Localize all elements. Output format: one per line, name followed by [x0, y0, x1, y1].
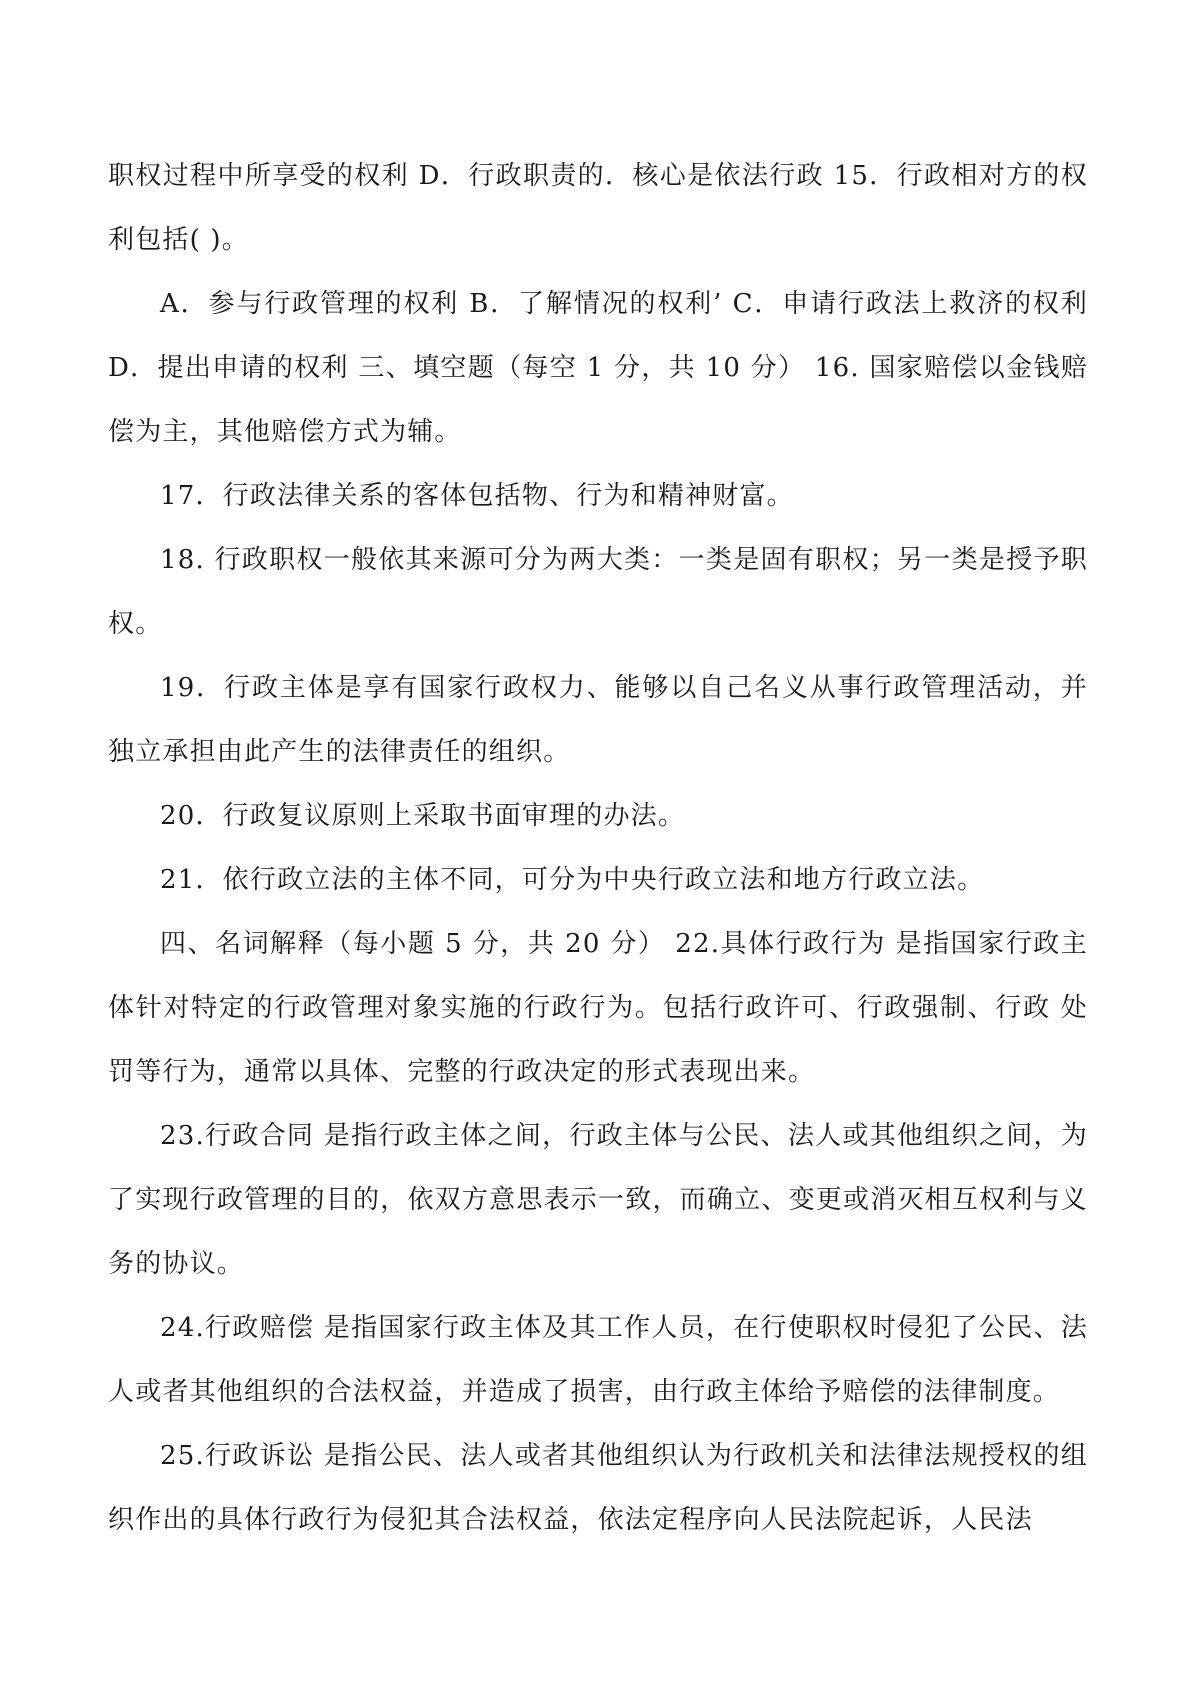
paragraph-q23: 23.行政合同 是指行政主体之间，行政主体与公民、法人或其他组织之间，为了实现行政管理的目的，依双方意思表示一致，而确立、变更或消灭相互权利与义务的协议。 — [108, 1121, 1088, 1279]
document-body — [108, 144, 1088, 1552]
paragraph-q17: 17．行政法律关系的客体包括物、行为和精神财富。 — [160, 481, 794, 511]
paragraph-q21: 21．依行政立法的主体不同，可分为中央行政立法和地方行政立法。 — [160, 865, 985, 895]
paragraph-q18: 18. 行政职权一般依其来源可分为两大类：一类是固有职权；另一类是授予职权。 — [108, 545, 1088, 639]
paragraph-q19: 19．行政主体是享有国家行政权力、能够以自己名义从事行政管理活动，并独立承担由此产生的法律责任的组织。 — [108, 673, 1088, 767]
paragraph-q24: 24.行政赔偿 是指国家行政主体及其工作人员，在行使职权时侵犯了公民、法人或者其他组织的合法权益，并造成了损害，由行政主体给予赔偿的法律制度。 — [108, 1313, 1088, 1407]
paragraph-q22: 四、名词解释（每小题 5 分，共 20 分） 22.具体行政行为 是指国家行政主体针对特定的行政管理对象实施的行政行为。包括行政许可、行政强制、行政 处罚等行为，通常以具体、完整的行政决定的形式表现出来。 — [108, 929, 1088, 1087]
paragraph-q15-options: A．参与行政管理的权利 B．了解情况的权利’ C．申请行政法上救济的权利 D．提出申请的权利 三、填空题（每空 1 分，共 10 分） 16. 国家赔偿以金钱赔偿为主，其他赔偿方式为辅。 — [108, 289, 1088, 447]
paragraph-continued: 职权过程中所享受的权利 D．行政职责的．核心是依法行政 15．行政相对方的权利包括( )。 — [108, 161, 1088, 255]
paragraph-q25: 25.行政诉讼 是指公民、法人或者其他组织认为行政机关和法律法规授权的组织作出的具体行政行为侵犯其合法权益，依法定程序向人民法院起诉，人民法 — [108, 1441, 1088, 1535]
paragraph-q20: 20．行政复议原则上采取书面审理的办法。 — [160, 801, 686, 831]
